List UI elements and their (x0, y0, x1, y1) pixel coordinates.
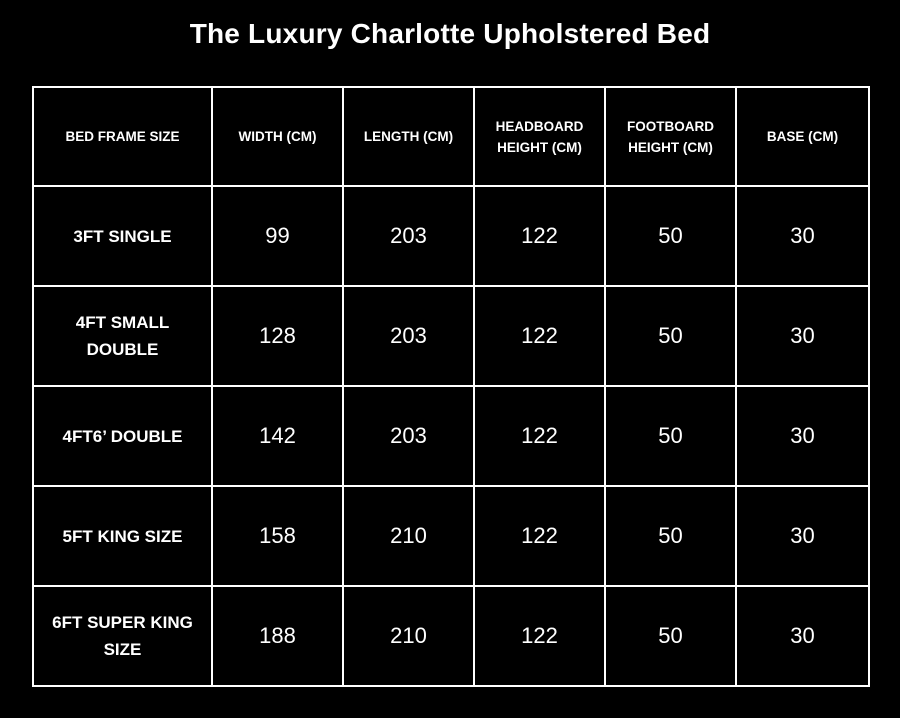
footboard-height-cell: 50 (605, 486, 736, 586)
footboard-height-cell: 50 (605, 186, 736, 286)
table-row (33, 386, 869, 486)
footboard-height-cell: 50 (605, 386, 736, 486)
headboard-height-cell: 122 (474, 586, 605, 686)
row-size-label: 4FT SMALL DOUBLE (33, 286, 212, 386)
width-cell: 99 (212, 186, 343, 286)
header-base: BASE (CM) (736, 87, 869, 186)
width-cell: 158 (212, 486, 343, 586)
table-row (33, 186, 869, 286)
length-cell: 203 (343, 186, 474, 286)
headboard-height-cell: 122 (474, 386, 605, 486)
row-size-label: 3FT SINGLE (33, 186, 212, 286)
base-cell: 30 (736, 386, 869, 486)
length-cell: 203 (343, 286, 474, 386)
base-cell: 30 (736, 286, 869, 386)
row-size-label: 6FT SUPER KING SIZE (33, 586, 212, 686)
table-row (33, 286, 869, 386)
header-headboard-height: HEADBOARD HEIGHT (CM) (474, 87, 605, 186)
header-length: LENGTH (CM) (343, 87, 474, 186)
width-cell: 142 (212, 386, 343, 486)
table-row (33, 486, 869, 586)
bed-size-table (32, 86, 870, 687)
table-row (33, 586, 869, 686)
base-cell: 30 (736, 586, 869, 686)
base-cell: 30 (736, 186, 869, 286)
header-bed-frame-size: BED FRAME SIZE (33, 87, 212, 186)
header-width: WIDTH (CM) (212, 87, 343, 186)
width-cell: 188 (212, 586, 343, 686)
length-cell: 210 (343, 486, 474, 586)
footboard-height-cell: 50 (605, 286, 736, 386)
headboard-height-cell: 122 (474, 186, 605, 286)
table-header-row (33, 87, 869, 186)
headboard-height-cell: 122 (474, 486, 605, 586)
footboard-height-cell: 50 (605, 586, 736, 686)
row-size-label: 4FT6’ DOUBLE (33, 386, 212, 486)
length-cell: 210 (343, 586, 474, 686)
length-cell: 203 (343, 386, 474, 486)
header-footboard-height: FOOTBOARD HEIGHT (CM) (605, 87, 736, 186)
row-size-label: 5FT KING SIZE (33, 486, 212, 586)
base-cell: 30 (736, 486, 869, 586)
headboard-height-cell: 122 (474, 286, 605, 386)
width-cell: 128 (212, 286, 343, 386)
page-title: The Luxury Charlotte Upholstered Bed (189, 18, 711, 49)
